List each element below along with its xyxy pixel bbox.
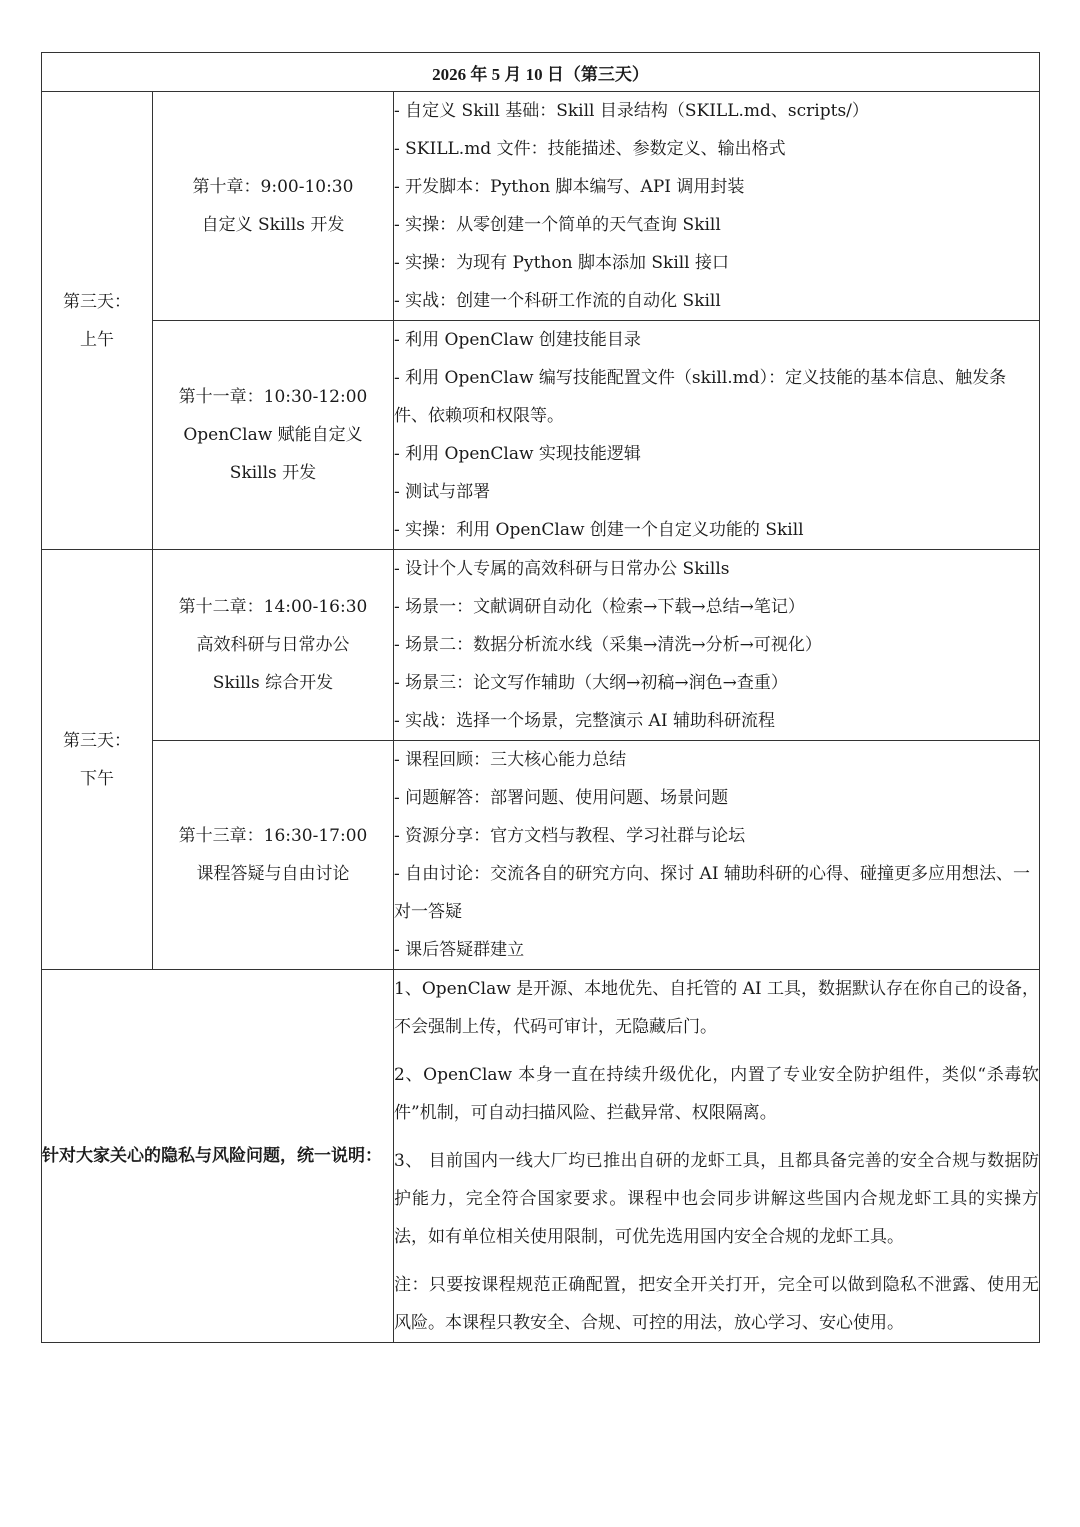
content-item: - 实战：创建一个科研工作流的自动化 Skill — [394, 291, 721, 311]
privacy-paragraph: 3、 目前国内一线大厂均已推出自研的龙虾工具，且都具备完善的安全合规与数据防护能力，完全符合国家要求。课程中也会同步讲解这些国内合规龙虾工具的实操方法，如有单位相关使用限制，可优先选用国内安全合规的龙虾工具。 — [394, 1151, 1040, 1247]
chapter-row — [42, 321, 1040, 550]
content-item: - 实操：利用 OpenClaw 创建一个自定义功能的 Skill — [394, 520, 804, 540]
content-item: - 课程回顾：三大核心能力总结 — [394, 750, 627, 770]
chapter-title-line: 第十二章：14:00-16:30 — [178, 597, 368, 617]
content-item: - 场景二：数据分析流水线（采集→清洗→分析→可视化） — [394, 635, 822, 655]
content-item: - 实战：选择一个场景，完整演示 AI 辅助科研流程 — [394, 711, 775, 731]
day-label-morning — [42, 92, 153, 550]
chapter-content — [394, 741, 1040, 970]
privacy-label: 针对大家关心的隐私与风险问题，统一说明： — [42, 970, 394, 1343]
privacy-note: 注：只要按课程规范正确配置，把安全开关打开，完全可以做到隐私不泄露、使用无风险。本课程只教安全、合规、可控的用法，放心学习、安心使用。 — [394, 1275, 1040, 1333]
content-item: - 问题解答：部署问题、使用问题、场景问题 — [394, 788, 729, 808]
content-item: - 实操：为现有 Python 脚本添加 Skill 接口 — [394, 253, 730, 273]
content-item: - 资源分享：官方文档与教程、学习社群与论坛 — [394, 826, 746, 846]
content-item: - 设计个人专属的高效科研与日常办公 Skills — [394, 559, 730, 579]
content-item: - 课后答疑群建立 — [394, 940, 525, 960]
content-item: - 利用 OpenClaw 编写技能配置文件（skill.md）：定义技能的基本信息、触发条件、依赖项和权限等。 — [394, 368, 1007, 426]
schedule-title: 2026 年 5 月 10 日（第三天） — [42, 53, 1040, 92]
chapter-title — [153, 92, 394, 321]
day-label-line: 下午 — [80, 768, 114, 789]
chapter-content — [394, 550, 1040, 741]
content-item: - 开发脚本：Python 脚本编写、API 调用封装 — [394, 177, 745, 197]
chapter-content — [394, 321, 1040, 550]
chapter-title-line: 第十三章：16:30-17:00 — [178, 826, 368, 846]
day-label-afternoon — [42, 550, 153, 970]
privacy-content — [394, 970, 1040, 1343]
chapter-title-line: 第十一章：10:30-12:00 — [178, 387, 368, 407]
chapter-title-line: 课程答疑与自由讨论 — [196, 864, 350, 884]
day-label-line: 第三天： — [63, 291, 131, 312]
chapter-title — [153, 741, 394, 970]
title-row — [42, 53, 1040, 92]
content-item: - 自定义 Skill 基础：Skill 目录结构（SKILL.md、scripts/） — [394, 101, 869, 121]
chapter-title — [153, 321, 394, 550]
privacy-paragraph: 2、OpenClaw 本身一直在持续升级优化，内置了专业安全防护组件，类似“杀毒软件”机制，可自动扫描风险、拦截异常、权限隔离。 — [394, 1065, 1040, 1123]
chapter-title — [153, 550, 394, 741]
chapter-row — [42, 92, 1040, 321]
content-item: - 利用 OpenClaw 实现技能逻辑 — [394, 444, 641, 464]
chapter-row — [42, 741, 1040, 970]
content-item: - SKILL.md 文件：技能描述、参数定义、输出格式 — [394, 139, 786, 159]
chapter-row — [42, 550, 1040, 741]
privacy-paragraph: 1、OpenClaw 是开源、本地优先、自托管的 AI 工具，数据默认存在你自己的设备，不会强制上传，代码可审计，无隐藏后门。 — [394, 979, 1040, 1037]
privacy-row — [42, 970, 1040, 1343]
content-item: - 利用 OpenClaw 创建技能目录 — [394, 330, 641, 350]
chapter-title-line: 第十章：9:00-10:30 — [192, 177, 354, 197]
content-item: - 测试与部署 — [394, 482, 491, 502]
day-label-line: 第三天： — [63, 730, 131, 751]
chapter-title-line: Skills 开发 — [229, 463, 317, 483]
chapter-content — [394, 92, 1040, 321]
content-item: - 自由讨论：交流各自的研究方向、探讨 AI 辅助科研的心得、碰撞更多应用想法、一对一答疑 — [394, 864, 1030, 922]
content-item: - 场景一：文献调研自动化（检索→下载→总结→笔记） — [394, 597, 805, 617]
day-label-line: 上午 — [80, 329, 114, 350]
chapter-title-line: 高效科研与日常办公 — [196, 635, 350, 655]
chapter-title-line: OpenClaw 赋能自定义 — [183, 425, 363, 445]
content-item: - 场景三：论文写作辅助（大纲→初稿→润色→查重） — [394, 673, 788, 693]
content-item: - 实操：从零创建一个简单的天气查询 Skill — [394, 215, 721, 235]
chapter-title-line: 自定义 Skills 开发 — [201, 215, 345, 235]
chapter-title-line: Skills 综合开发 — [212, 673, 334, 693]
schedule-table — [41, 52, 1040, 1343]
